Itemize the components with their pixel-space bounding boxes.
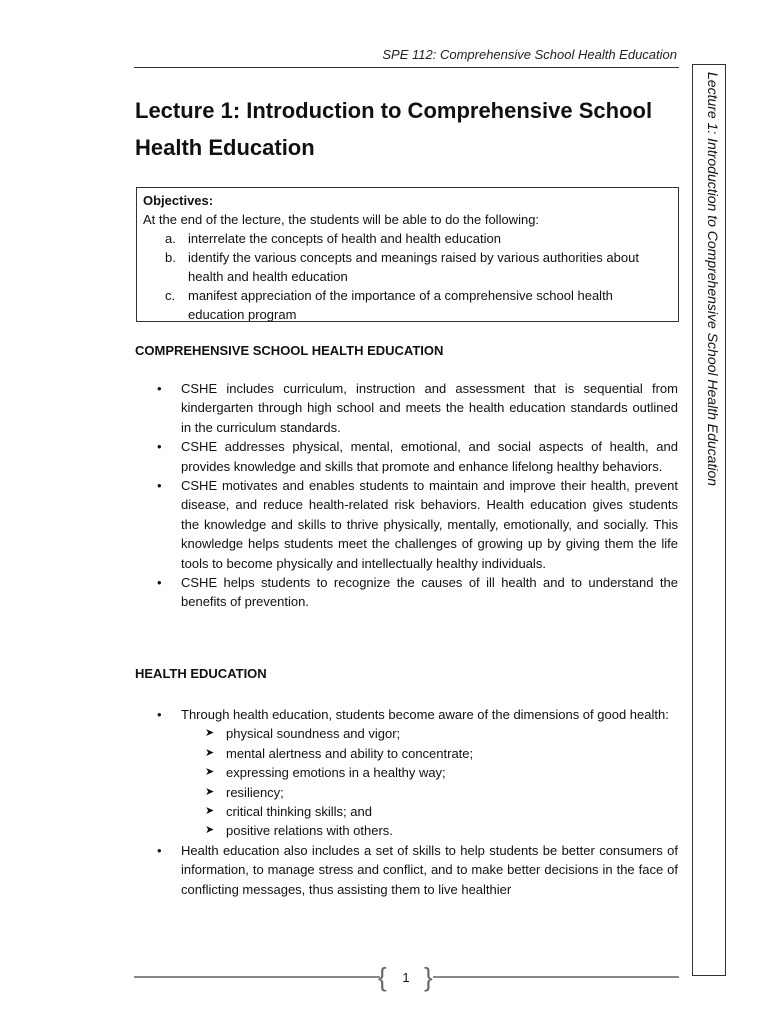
header-rule [134, 67, 679, 68]
page-title: Lecture 1: Introduction to Comprehensive School Health Education [135, 98, 653, 160]
objective-text: manifest appreciation of the importance of a comprehensive school health education program [188, 288, 613, 322]
arrow-bullet-icon: ➤ [205, 727, 215, 740]
arrow-bullet-icon: ➤ [205, 785, 215, 798]
footer-rule-left [134, 976, 380, 978]
list-item-text: Through health education, students become aware of the dimensions of good health: [181, 707, 669, 722]
section-heading-health-education: HEALTH EDUCATION [135, 666, 267, 681]
health-education-bullet-list [135, 705, 678, 899]
footer-rule-right [433, 976, 679, 978]
sub-list-item [181, 724, 678, 743]
sub-list-item-text: mental alertness and ability to concentrate; [226, 745, 474, 761]
arrow-bullet-icon: ➤ [205, 805, 215, 818]
sub-list-item-text: critical thinking skills; and [226, 804, 372, 820]
objective-item [143, 248, 672, 286]
footer-brace-left: { [378, 962, 387, 992]
list-item [135, 476, 678, 573]
list-item [135, 573, 678, 612]
list-item [135, 379, 678, 437]
cshe-bullet-list [135, 379, 678, 612]
bullet-icon: • [157, 439, 162, 455]
list-item-text: CSHE includes curriculum, instruction and assessment that is sequential from kindergarten through high school and meets the health education standards outlined in the curriculum standards. [181, 381, 678, 435]
list-item-text: CSHE motivates and enables students to maintain and improve their health, prevent disease, and reduce health-related risk behaviors. Health education gives students the knowledge and skills to thrive physically, mentally, emotionally, and socially. This knowledge helps students meet the challenges of growing up by giving them the life tools to become physically and intellectually healthy individuals. [181, 478, 678, 571]
sub-list-item-text: physical soundness and vigor; [226, 726, 401, 742]
sub-list-item-text: expressing emotions in a healthy way; [226, 765, 446, 781]
objectives-intro: At the end of the lecture, the students will be able to do the following: [143, 212, 540, 227]
objectives-heading: Objectives: [143, 193, 214, 208]
bullet-icon: • [157, 707, 162, 722]
objective-item [143, 229, 672, 248]
sub-list-item [181, 802, 678, 821]
objectives-box [136, 187, 679, 322]
list-item [135, 437, 678, 476]
arrow-bullet-icon: ➤ [205, 766, 215, 779]
sub-list-item [181, 821, 678, 840]
list-item-text: CSHE helps students to recognize the causes of ill health and to understand the benefits of prevention. [181, 575, 678, 610]
list-item-text: CSHE addresses physical, mental, emotional, and social aspects of health, and provides knowledge and skills that promote and enhance lifelong healthy behaviors. [181, 439, 678, 474]
bullet-icon: • [157, 575, 162, 591]
arrow-bullet-icon: ➤ [205, 746, 215, 759]
sub-list-item [181, 783, 678, 802]
section-heading-cshe: COMPREHENSIVE SCHOOL HEALTH EDUCATION [135, 343, 444, 358]
sub-list-item [181, 763, 678, 782]
list-item [135, 841, 678, 899]
objective-letter: b. [165, 250, 176, 265]
bullet-icon: • [157, 842, 162, 858]
objective-item [143, 286, 672, 324]
bullet-icon: • [157, 381, 162, 396]
objectives-list [143, 229, 672, 324]
running-header: SPE 112: Comprehensive School Health Education [382, 47, 677, 62]
objective-text: interrelate the concepts of health and health education [188, 231, 501, 246]
sub-list-item-text: resiliency; [226, 784, 284, 800]
objective-letter: c. [165, 288, 176, 303]
footer-brace-right: } [424, 962, 433, 992]
objective-text: identify the various concepts and meanings raised by various authorities about health and health education [188, 250, 639, 284]
bullet-icon: • [157, 478, 162, 494]
dimensions-sub-list [181, 724, 678, 840]
side-label: Lecture 1: Introduction to Comprehensive School Health Education [705, 72, 721, 487]
list-item-text: Health education also includes a set of skills to help students be better consumers of information, to manage stress and conflict, and to make better decisions in the face of conflicting messages, thus assisting them to live healthier [181, 842, 678, 897]
list-item [135, 705, 678, 841]
arrow-bullet-icon: ➤ [205, 824, 215, 837]
sub-list-item-text: positive relations with others. [226, 823, 393, 839]
objective-letter: a. [165, 231, 176, 246]
page-number: 1 [402, 970, 410, 985]
sub-list-item [181, 744, 678, 763]
